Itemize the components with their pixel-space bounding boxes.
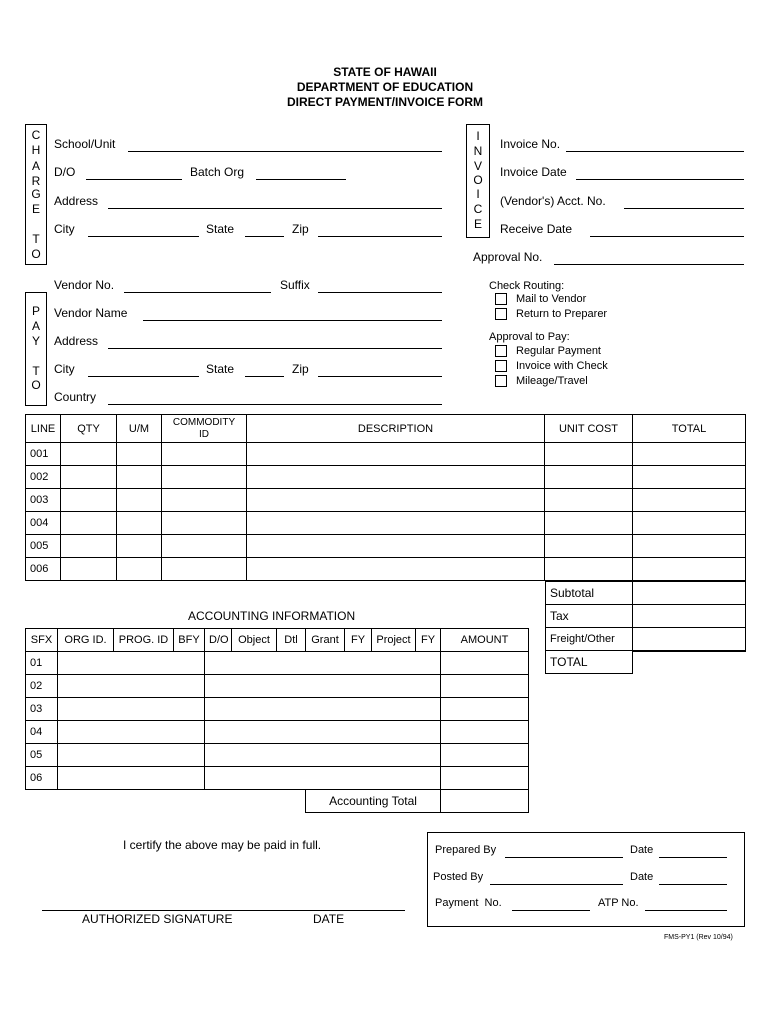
col-dtl: Dtl (277, 629, 306, 652)
payment-no-label: Payment No. (435, 897, 502, 909)
pay-state-label: State (206, 362, 235, 376)
table-row (26, 744, 529, 767)
table-row (26, 535, 746, 558)
line-number: 006 (26, 558, 61, 581)
pay-zip-label: Zip (292, 362, 309, 376)
header-line-1: STATE OF HAWAII (333, 65, 437, 79)
col-amount: AMOUNT (441, 629, 529, 652)
header-line-2: DEPARTMENT OF EDUCATION (296, 80, 474, 94)
col-qty: QTY (61, 415, 117, 443)
col-project: Project (372, 629, 416, 652)
subtotal-label: Subtotal (546, 582, 633, 605)
signature-line[interactable] (42, 910, 405, 911)
col-description: DESCRIPTION (247, 415, 545, 443)
col-org-id: ORG ID. (58, 629, 114, 652)
receive-date-label: Receive Date (500, 222, 573, 236)
posted-date-label: Date (630, 871, 654, 883)
pay-address-label: Address (54, 334, 99, 348)
suffix-label: Suffix (280, 278, 310, 292)
pay-address-field[interactable] (108, 348, 442, 349)
line-number: 001 (26, 443, 61, 466)
school-unit-field[interactable] (128, 151, 442, 152)
sfx-number: 06 (26, 767, 58, 790)
atp-no-label: ATP No. (598, 897, 639, 909)
posted-by-field[interactable] (490, 884, 623, 885)
col-fy: FY (345, 629, 372, 652)
pay-to-label-box: P A Y T O (25, 292, 47, 406)
vendor-name-field[interactable] (143, 320, 442, 321)
return-to-preparer-checkbox[interactable] (495, 308, 507, 320)
table-row (26, 466, 746, 489)
total-label: TOTAL (546, 651, 633, 674)
line-items-table (25, 414, 746, 581)
prepared-date-label: Date (630, 844, 654, 856)
receive-date-field[interactable] (590, 236, 744, 237)
table-row (26, 489, 746, 512)
line-items-header (26, 415, 746, 443)
return-to-preparer-label: Return to Preparer (516, 308, 608, 320)
suffix-field[interactable] (318, 292, 442, 293)
invoice-with-check-label: Invoice with Check (516, 360, 608, 372)
charge-state-label: State (206, 222, 235, 236)
line-number: 004 (26, 512, 61, 535)
sfx-number: 02 (26, 675, 58, 698)
tax-label: Tax (546, 605, 633, 628)
total-field[interactable] (633, 651, 746, 674)
pay-city-label: City (54, 362, 75, 376)
col-do: D/O (205, 629, 232, 652)
school-unit-label: School/Unit (54, 137, 116, 151)
col-um: U/M (117, 415, 162, 443)
invoice-date-label: Invoice Date (500, 165, 567, 179)
freight-field[interactable] (633, 628, 746, 651)
charge-zip-field[interactable] (318, 236, 442, 237)
batch-org-label: Batch Org (190, 165, 245, 179)
country-label: Country (54, 390, 97, 404)
prepared-by-label: Prepared By (435, 844, 497, 856)
table-row (26, 767, 529, 790)
invoice-no-label: Invoice No. (500, 137, 561, 151)
table-row (26, 558, 746, 581)
posted-date-field[interactable] (659, 884, 727, 885)
col-bfy: BFY (174, 629, 205, 652)
invoice-with-check-checkbox[interactable] (495, 360, 507, 372)
authorized-signature-label: AUTHORIZED SIGNATURE (82, 912, 233, 926)
atp-no-field[interactable] (645, 910, 727, 911)
accounting-title: ACCOUNTING INFORMATION (188, 609, 356, 623)
certification-text: I certify the above may be paid in full. (123, 838, 322, 852)
accounting-header (26, 629, 529, 652)
approval-to-pay-title: Approval to Pay: (489, 331, 570, 343)
table-row (26, 512, 746, 535)
prepared-date-field[interactable] (659, 857, 727, 858)
sfx-number: 01 (26, 652, 58, 675)
regular-payment-checkbox[interactable] (495, 345, 507, 357)
pay-state-field[interactable] (245, 376, 284, 377)
sfx-number: 04 (26, 721, 58, 744)
col-total: TOTAL (633, 415, 746, 443)
charge-address-field[interactable] (108, 208, 442, 209)
invoice-no-field[interactable] (566, 151, 744, 152)
form-id: FMS-PY1 (Rev 10/94) (664, 934, 733, 941)
vendor-name-label: Vendor Name (54, 306, 128, 320)
line-number: 005 (26, 535, 61, 558)
col-prog-id: PROG. ID (114, 629, 174, 652)
mail-to-vendor-label: Mail to Vendor (516, 293, 587, 305)
regular-payment-label: Regular Payment (516, 345, 601, 357)
approval-no-field[interactable] (554, 264, 744, 265)
do-field[interactable] (86, 179, 182, 180)
col-unit-cost: UNIT COST (545, 415, 633, 443)
charge-to-label-box: C H A R G E T O (25, 124, 47, 265)
col-commodity-id: COMMODITY ID (162, 415, 247, 443)
mileage-travel-checkbox[interactable] (495, 375, 507, 387)
sfx-number: 03 (26, 698, 58, 721)
charge-city-field[interactable] (88, 236, 199, 237)
accounting-total-label: Accounting Total (306, 790, 441, 813)
table-row (26, 652, 529, 675)
col-fy-2: FY (416, 629, 441, 652)
prepared-by-field[interactable] (505, 857, 623, 858)
accounting-table (25, 628, 529, 813)
sfx-number: 05 (26, 744, 58, 767)
subtotal-field[interactable] (633, 582, 746, 605)
line-number: 002 (26, 466, 61, 489)
approval-no-label: Approval No. (473, 250, 543, 264)
batch-org-field[interactable] (256, 179, 346, 180)
country-field[interactable] (108, 404, 442, 405)
invoice-label-box: I N V O I C E (466, 124, 490, 238)
totals-table (545, 581, 746, 674)
form-title: DIRECT PAYMENT/INVOICE FORM (286, 95, 483, 109)
pay-zip-field[interactable] (318, 376, 442, 377)
posted-by-label: Posted By (433, 871, 484, 883)
do-label: D/O (54, 165, 76, 179)
invoice-date-field[interactable] (576, 179, 744, 180)
pay-city-field[interactable] (88, 376, 199, 377)
charge-zip-label: Zip (292, 222, 309, 236)
charge-city-label: City (54, 222, 75, 236)
payment-no-field[interactable] (512, 910, 590, 911)
tax-field[interactable] (633, 605, 746, 628)
vendor-no-label: Vendor No. (54, 278, 115, 292)
check-routing-title: Check Routing: (489, 280, 565, 292)
freight-label: Freight/Other (546, 628, 633, 651)
mileage-travel-label: Mileage/Travel (516, 375, 588, 387)
charge-state-field[interactable] (245, 236, 284, 237)
table-row (26, 698, 529, 721)
vendor-no-field[interactable] (124, 292, 271, 293)
mail-to-vendor-checkbox[interactable] (495, 293, 507, 305)
col-grant: Grant (306, 629, 345, 652)
col-sfx: SFX (26, 629, 58, 652)
table-row (26, 721, 529, 744)
vendor-acct-label: (Vendor's) Acct. No. (500, 194, 606, 208)
accounting-total-field[interactable] (441, 790, 529, 813)
signature-date-label: DATE (313, 912, 345, 926)
table-row (26, 443, 746, 466)
charge-address-label: Address (54, 194, 99, 208)
col-line: LINE (26, 415, 61, 443)
col-object: Object (232, 629, 277, 652)
vendor-acct-field[interactable] (624, 208, 744, 209)
line-number: 003 (26, 489, 61, 512)
table-row (26, 675, 529, 698)
